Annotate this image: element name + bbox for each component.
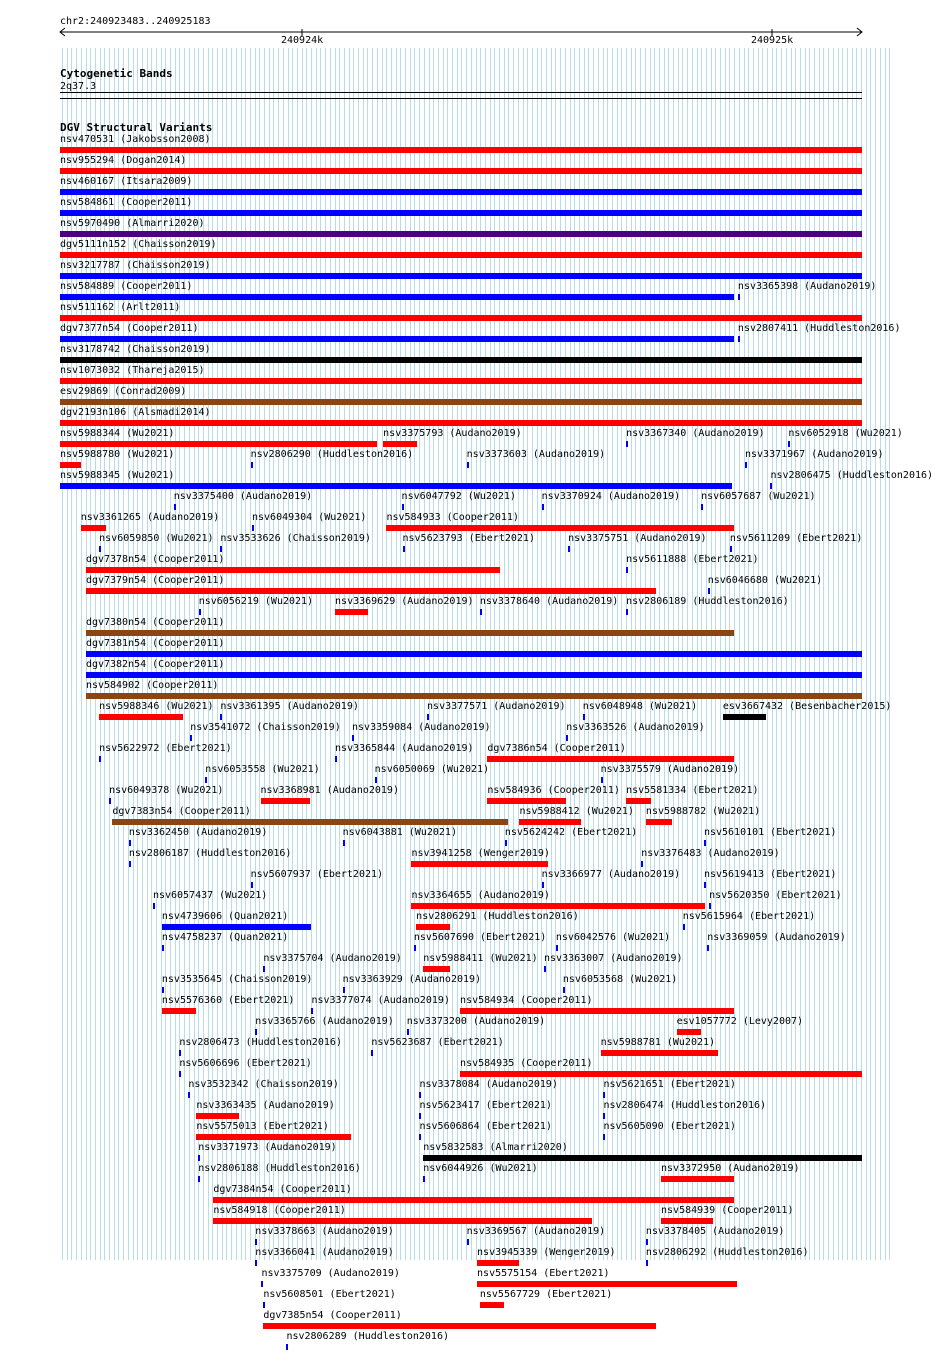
feature-label[interactable]: nsv5567729 (Ebert2021) [479, 1289, 613, 1300]
dgv-track-title: DGV Structural Variants [60, 121, 213, 134]
feature-bar[interactable] [704, 882, 706, 888]
feature-bar[interactable] [343, 840, 345, 846]
feature-label[interactable]: nsv3375793 (Audano2019) [383, 428, 522, 439]
feature-label[interactable]: nsv5611888 (Ebert2021) [626, 554, 759, 565]
feature-bar[interactable] [162, 987, 164, 993]
feature-bar[interactable] [60, 462, 81, 468]
feature-label[interactable]: nsv5606696 (Ebert2021) [179, 1058, 312, 1069]
feature-bar[interactable] [99, 756, 101, 762]
feature-label[interactable]: nsv5624242 (Ebert2021) [504, 827, 638, 838]
feature-bar[interactable] [213, 1197, 734, 1203]
feature-label[interactable]: esv1057772 (Levy2007) [676, 1016, 804, 1027]
feature-bar[interactable] [112, 819, 508, 825]
feature-bar[interactable] [60, 273, 862, 279]
feature-bar[interactable] [251, 462, 253, 468]
feature-label[interactable]: nsv2806292 (Huddleston2016) [645, 1247, 809, 1258]
feature-label[interactable]: nsv584902 (Cooper2011) [85, 680, 219, 691]
feature-label[interactable]: nsv5988346 (Wu2021) [99, 701, 214, 712]
feature-label[interactable]: nsv3535645 (Chaisson2019) [161, 974, 313, 985]
feature-label[interactable]: dgv7382n54 (Cooper2011) [85, 659, 225, 670]
feature-bar[interactable] [601, 1050, 718, 1056]
feature-bar[interactable] [542, 882, 544, 888]
feature-bar[interactable] [179, 1071, 181, 1077]
feature-bar[interactable] [198, 1176, 200, 1182]
feature-label[interactable]: nsv584889 (Cooper2011) [60, 281, 193, 292]
feature-bar[interactable] [403, 546, 405, 552]
feature-bar[interactable] [60, 231, 862, 237]
feature-bar[interactable] [556, 945, 558, 951]
feature-bar[interactable] [407, 1029, 409, 1035]
feature-bar[interactable] [467, 462, 469, 468]
feature-label[interactable]: nsv3375704 (Audano2019) [263, 953, 402, 964]
feature-label[interactable]: nsv3941258 (Wenger2019) [411, 848, 550, 859]
feature-label[interactable]: esv3667432 (Besenbacher2015) [722, 701, 892, 712]
feature-bar[interactable] [86, 672, 862, 678]
feature-label[interactable]: nsv5608501 (Ebert2021) [263, 1289, 396, 1300]
feature-bar[interactable] [505, 840, 507, 846]
feature-label[interactable]: nsv3369059 (Audano2019) [707, 932, 846, 943]
feature-label[interactable]: nsv470531 (Jakobsson2008) [60, 134, 211, 145]
feature-bar[interactable] [566, 735, 568, 741]
feature-bar[interactable] [416, 924, 449, 930]
feature-label[interactable]: nsv584918 (Cooper2011) [213, 1205, 346, 1216]
feature-label[interactable]: nsv3378405 (Audano2019) [645, 1226, 785, 1237]
feature-label[interactable]: nsv460167 (Itsara2009) [60, 176, 193, 187]
feature-label[interactable]: nsv6053568 (Wu2021) [562, 974, 678, 985]
feature-bar[interactable] [423, 1176, 425, 1182]
feature-label[interactable]: nsv3945339 (Wenger2019) [477, 1247, 616, 1258]
feature-bar[interactable] [205, 777, 207, 783]
ruler[interactable] [56, 26, 866, 46]
feature-label[interactable]: nsv6047792 (Wu2021) [401, 491, 516, 502]
feature-label[interactable]: nsv3375751 (Audano2019) [568, 533, 707, 544]
feature-label[interactable]: dgv7378n54 (Cooper2011) [85, 554, 225, 565]
feature-bar[interactable] [460, 1008, 734, 1014]
feature-bar[interactable] [263, 1302, 265, 1308]
feature-bar[interactable] [542, 504, 544, 510]
feature-bar[interactable] [213, 1218, 591, 1224]
feature-label[interactable]: nsv3365844 (Audano2019) [335, 743, 474, 754]
feature-bar[interactable] [411, 903, 704, 909]
feature-bar[interactable] [263, 1323, 656, 1329]
feature-bar[interactable] [60, 441, 377, 447]
feature-label[interactable]: nsv3217787 (Chaisson2019) [60, 260, 211, 271]
feature-bar[interactable] [641, 861, 643, 867]
feature-bar[interactable] [286, 1344, 288, 1350]
feature-bar[interactable] [86, 567, 500, 573]
feature-bar[interactable] [626, 567, 628, 573]
feature-label[interactable]: nsv3362450 (Audano2019) [128, 827, 268, 838]
feature-bar[interactable] [60, 294, 734, 300]
feature-bar[interactable] [603, 1113, 605, 1119]
feature-label[interactable]: nsv3372950 (Audano2019) [661, 1163, 800, 1174]
feature-bar[interactable] [745, 462, 747, 468]
feature-bar[interactable] [343, 987, 345, 993]
feature-bar[interactable] [99, 546, 101, 552]
feature-label[interactable]: nsv6043881 (Wu2021) [342, 827, 457, 838]
feature-bar[interactable] [423, 1155, 862, 1161]
feature-bar[interactable] [335, 609, 368, 615]
feature-bar[interactable] [311, 1008, 313, 1014]
feature-label[interactable]: nsv2806474 (Huddleston2016) [603, 1100, 767, 1111]
feature-label[interactable]: dgv7383n54 (Cooper2011) [112, 806, 251, 817]
feature-bar[interactable] [60, 483, 732, 489]
feature-bar[interactable] [60, 210, 862, 216]
feature-label[interactable]: dgv2193n106 (Alsmadi2014) [60, 407, 211, 418]
feature-bar[interactable] [162, 945, 164, 951]
feature-label[interactable]: nsv3368981 (Audano2019) [260, 785, 399, 796]
feature-label[interactable]: nsv6048948 (Wu2021) [582, 701, 698, 712]
feature-bar[interactable] [544, 966, 546, 972]
feature-bar[interactable] [709, 903, 711, 909]
feature-bar[interactable] [60, 336, 734, 342]
feature-label[interactable]: nsv4739606 (Quan2021) [161, 911, 289, 922]
feature-label[interactable]: nsv5623417 (Ebert2021) [419, 1100, 552, 1111]
feature-label[interactable]: nsv5619413 (Ebert2021) [703, 869, 837, 880]
feature-label[interactable]: nsv6044926 (Wu2021) [423, 1163, 538, 1174]
feature-bar[interactable] [60, 378, 862, 384]
feature-bar[interactable] [419, 1092, 421, 1098]
feature-label[interactable]: nsv6046680 (Wu2021) [707, 575, 823, 586]
feature-bar[interactable] [375, 777, 377, 783]
feature-bar[interactable] [738, 336, 740, 342]
feature-label[interactable]: nsv6050069 (Wu2021) [374, 764, 490, 775]
feature-bar[interactable] [352, 735, 354, 741]
feature-bar[interactable] [99, 714, 183, 720]
feature-label[interactable]: nsv584861 (Cooper2011) [60, 197, 193, 208]
feature-bar[interactable] [86, 630, 734, 636]
feature-bar[interactable] [603, 1092, 605, 1098]
feature-label[interactable]: nsv6052918 (Wu2021) [788, 428, 903, 439]
feature-bar[interactable] [730, 546, 732, 552]
feature-bar[interactable] [86, 651, 862, 657]
feature-bar[interactable] [255, 1260, 257, 1266]
feature-label[interactable]: nsv3376483 (Audano2019) [641, 848, 780, 859]
feature-label[interactable]: nsv5988411 (Wu2021) [423, 953, 538, 964]
feature-label[interactable]: nsv3363929 (Audano2019) [342, 974, 482, 985]
feature-bar[interactable] [174, 504, 176, 510]
feature-label[interactable]: nsv5832583 (Almarri2020) [423, 1142, 568, 1153]
feature-label[interactable]: nsv584936 (Cooper2011) [487, 785, 620, 796]
feature-label[interactable]: nsv3541072 (Chaisson2019) [190, 722, 341, 733]
feature-bar[interactable] [423, 966, 449, 972]
feature-label[interactable]: nsv5605090 (Ebert2021) [603, 1121, 736, 1132]
feature-bar[interactable] [60, 168, 862, 174]
feature-bar[interactable] [255, 1239, 257, 1245]
feature-bar[interactable] [383, 441, 417, 447]
feature-label[interactable]: nsv3371967 (Audano2019) [745, 449, 884, 460]
feature-bar[interactable] [86, 588, 656, 594]
feature-bar[interactable] [701, 504, 703, 510]
feature-label[interactable]: nsv5988412 (Wu2021) [519, 806, 634, 817]
feature-bar[interactable] [427, 714, 429, 720]
feature-bar[interactable] [480, 1302, 504, 1308]
feature-bar[interactable] [190, 735, 192, 741]
cytoband-line [60, 92, 862, 93]
feature-label[interactable]: nsv3367340 (Audano2019) [626, 428, 765, 439]
feature-label[interactable]: nsv2806187 (Huddleston2016) [128, 848, 292, 859]
feature-bar[interactable] [480, 609, 482, 615]
feature-bar[interactable] [188, 1092, 190, 1098]
feature-label[interactable]: nsv5621651 (Ebert2021) [603, 1079, 736, 1090]
feature-label[interactable]: dgv7381n54 (Cooper2011) [85, 638, 225, 649]
feature-bar[interactable] [153, 903, 155, 909]
feature-label[interactable]: nsv5615964 (Ebert2021) [682, 911, 816, 922]
feature-label[interactable]: nsv3365766 (Audano2019) [255, 1016, 394, 1027]
feature-bar[interactable] [60, 315, 862, 321]
feature-label[interactable]: nsv2806289 (Huddleston2016) [286, 1331, 449, 1342]
feature-bar[interactable] [196, 1113, 238, 1119]
feature-label[interactable]: nsv5970490 (Almarri2020) [60, 218, 205, 229]
feature-bar[interactable] [179, 1050, 181, 1056]
feature-bar[interactable] [583, 714, 585, 720]
feature-bar[interactable] [770, 483, 772, 489]
feature-label[interactable]: nsv3373603 (Audano2019) [466, 449, 606, 460]
cytoband-line [60, 98, 862, 99]
feature-label[interactable]: nsv3361395 (Audano2019) [220, 701, 359, 712]
feature-label[interactable]: nsv3369629 (Audano2019) [335, 596, 474, 607]
feature-bar[interactable] [60, 420, 862, 426]
feature-label[interactable]: nsv955294 (Dogan2014) [60, 155, 187, 166]
feature-label[interactable]: nsv584935 (Cooper2011) [460, 1058, 593, 1069]
feature-bar[interactable] [788, 441, 790, 447]
feature-bar[interactable] [81, 525, 106, 531]
feature-label[interactable]: nsv3361265 (Audano2019) [80, 512, 220, 523]
feature-bar[interactable] [414, 945, 416, 951]
feature-label[interactable]: nsv5988344 (Wu2021) [60, 428, 175, 439]
feature-bar[interactable] [487, 756, 734, 762]
feature-label[interactable]: nsv5610101 (Ebert2021) [703, 827, 837, 838]
feature-bar[interactable] [162, 924, 312, 930]
feature-label[interactable]: nsv3375400 (Audano2019) [173, 491, 313, 502]
feature-bar[interactable] [661, 1176, 734, 1182]
feature-label[interactable]: nsv1073032 (Thareja2015) [60, 365, 205, 376]
feature-bar[interactable] [419, 1113, 421, 1119]
feature-label[interactable]: nsv4758237 (Quan2021) [161, 932, 289, 943]
feature-label[interactable]: nsv5611209 (Ebert2021) [729, 533, 863, 544]
feature-label[interactable]: nsv3364655 (Audano2019) [411, 890, 550, 901]
feature-label[interactable]: nsv3366977 (Audano2019) [541, 869, 681, 880]
feature-bar[interactable] [563, 987, 565, 993]
feature-bar[interactable] [487, 798, 565, 804]
feature-label[interactable]: nsv2806473 (Huddleston2016) [179, 1037, 342, 1048]
feature-bar[interactable] [626, 798, 651, 804]
feature-bar[interactable] [162, 1008, 196, 1014]
feature-bar[interactable] [196, 1134, 350, 1140]
feature-bar[interactable] [252, 525, 254, 531]
feature-label[interactable]: dgv7377n54 (Cooper2011) [60, 323, 199, 334]
feature-bar[interactable] [261, 798, 310, 804]
feature-label[interactable]: nsv6057687 (Wu2021) [701, 491, 816, 502]
feature-label[interactable]: nsv5575013 (Ebert2021) [196, 1121, 329, 1132]
feature-label[interactable]: nsv3378663 (Audano2019) [255, 1226, 394, 1237]
feature-label[interactable]: dgv7386n54 (Cooper2011) [487, 743, 626, 754]
feature-bar[interactable] [704, 840, 706, 846]
feature-bar[interactable] [477, 1281, 737, 1287]
feature-label[interactable]: nsv3363435 (Audano2019) [196, 1100, 335, 1111]
feature-label[interactable]: nsv584934 (Cooper2011) [460, 995, 593, 1006]
feature-bar[interactable] [467, 1239, 469, 1245]
feature-label[interactable]: nsv6049378 (Wu2021) [109, 785, 224, 796]
feature-label[interactable]: nsv5623687 (Ebert2021) [371, 1037, 504, 1048]
feature-label[interactable]: nsv3377571 (Audano2019) [427, 701, 566, 712]
feature-bar[interactable] [255, 1029, 257, 1035]
feature-label[interactable]: nsv3371973 (Audano2019) [198, 1142, 337, 1153]
feature-bar[interactable] [198, 1155, 200, 1161]
feature-label[interactable]: nsv2806290 (Huddleston2016) [250, 449, 414, 460]
feature-label[interactable]: nsv2806291 (Huddleston2016) [416, 911, 579, 922]
feature-bar[interactable] [60, 189, 862, 195]
ruler-position: chr2:240923483..240925183 [60, 16, 211, 27]
feature-label[interactable]: nsv3359084 (Audano2019) [352, 722, 491, 733]
feature-bar[interactable] [519, 819, 581, 825]
feature-label[interactable]: nsv6059850 (Wu2021) [99, 533, 214, 544]
feature-bar[interactable] [460, 1071, 862, 1077]
feature-label[interactable]: nsv2807411 (Huddleston2016) [737, 323, 901, 334]
feature-bar[interactable] [601, 777, 603, 783]
feature-label[interactable]: nsv5988781 (Wu2021) [600, 1037, 716, 1048]
feature-bar[interactable] [626, 609, 628, 615]
feature-bar[interactable] [707, 945, 709, 951]
feature-label[interactable]: nsv3178742 (Chaisson2019) [60, 344, 211, 355]
ruler-tick-label: 240924k [281, 35, 324, 46]
feature-label[interactable]: dgv5111n152 (Chaisson2019) [60, 239, 217, 250]
feature-label[interactable]: nsv2806475 (Huddleston2016) [770, 470, 933, 481]
feature-bar[interactable] [129, 861, 131, 867]
feature-bar[interactable] [60, 147, 862, 153]
feature-bar[interactable] [251, 882, 253, 888]
feature-label[interactable]: nsv5581334 (Ebert2021) [626, 785, 759, 796]
feature-bar[interactable] [723, 714, 766, 720]
feature-bar[interactable] [568, 546, 570, 552]
feature-label[interactable]: nsv2806189 (Huddleston2016) [626, 596, 789, 607]
feature-label[interactable]: dgv7384n54 (Cooper2011) [213, 1184, 352, 1195]
feature-bar[interactable] [109, 798, 111, 804]
feature-label[interactable]: nsv3373200 (Audano2019) [406, 1016, 546, 1027]
feature-label[interactable]: nsv3363007 (Audano2019) [544, 953, 683, 964]
feature-label[interactable]: nsv5607937 (Ebert2021) [250, 869, 384, 880]
feature-bar[interactable] [60, 399, 862, 405]
feature-label[interactable]: dgv7385n54 (Cooper2011) [263, 1310, 402, 1321]
feature-bar[interactable] [60, 252, 862, 258]
feature-bar[interactable] [220, 546, 222, 552]
cytoband-label[interactable]: 2q37.3 [60, 81, 97, 92]
feature-label[interactable]: nsv3378084 (Audano2019) [419, 1079, 558, 1090]
feature-bar[interactable] [86, 693, 862, 699]
feature-label[interactable]: nsv6049304 (Wu2021) [252, 512, 367, 523]
feature-label[interactable]: nsv5623793 (Ebert2021) [402, 533, 535, 544]
feature-bar[interactable] [683, 924, 685, 930]
feature-bar[interactable] [419, 1134, 421, 1140]
feature-label[interactable]: dgv7380n54 (Cooper2011) [85, 617, 225, 628]
feature-label[interactable]: nsv5606864 (Ebert2021) [419, 1121, 552, 1132]
feature-bar[interactable] [371, 1050, 373, 1056]
feature-label[interactable]: nsv5622972 (Ebert2021) [99, 743, 232, 754]
feature-label[interactable]: nsv2806188 (Huddleston2016) [198, 1163, 361, 1174]
feature-label[interactable]: nsv6053558 (Wu2021) [205, 764, 320, 775]
feature-label[interactable]: nsv3366041 (Audano2019) [255, 1247, 394, 1258]
feature-label[interactable]: nsv5576360 (Ebert2021) [161, 995, 295, 1006]
feature-label[interactable]: nsv5988780 (Wu2021) [60, 449, 175, 460]
feature-label[interactable]: nsv6057437 (Wu2021) [152, 890, 268, 901]
feature-bar[interactable] [646, 1239, 648, 1245]
feature-label[interactable]: nsv6056219 (Wu2021) [198, 596, 314, 607]
feature-label[interactable]: nsv5607690 (Ebert2021) [413, 932, 547, 943]
feature-bar[interactable] [220, 714, 222, 720]
feature-bar[interactable] [60, 357, 862, 363]
feature-bar[interactable] [661, 1218, 713, 1224]
feature-label[interactable]: dgv7379n54 (Cooper2011) [85, 575, 225, 586]
feature-label[interactable]: esv29869 (Conrad2009) [60, 386, 187, 397]
feature-label[interactable]: nsv511162 (Arlt2011) [60, 302, 181, 313]
feature-bar[interactable] [738, 294, 740, 300]
feature-label[interactable]: nsv3363526 (Audano2019) [566, 722, 705, 733]
feature-label[interactable]: nsv3375579 (Audano2019) [600, 764, 740, 775]
feature-bar[interactable] [335, 756, 337, 762]
feature-label[interactable]: nsv3370924 (Audano2019) [541, 491, 681, 502]
ruler-tick-label: 240925k [751, 35, 794, 46]
feature-bar[interactable] [603, 1134, 605, 1140]
feature-label[interactable]: nsv3369567 (Audano2019) [466, 1226, 606, 1237]
cytoband-track-title: Cytogenetic Bands [60, 67, 173, 80]
feature-bar[interactable] [386, 525, 734, 531]
feature-label[interactable]: nsv3532342 (Chaisson2019) [188, 1079, 339, 1090]
feature-label[interactable]: nsv584933 (Cooper2011) [386, 512, 519, 523]
feature-bar[interactable] [708, 588, 710, 594]
feature-label[interactable]: nsv3533626 (Chaisson2019) [220, 533, 371, 544]
feature-label[interactable]: nsv3365398 (Audano2019) [737, 281, 877, 292]
feature-label[interactable]: nsv3375709 (Audano2019) [261, 1268, 400, 1279]
feature-bar[interactable] [677, 1029, 702, 1035]
feature-label[interactable]: nsv6042576 (Wu2021) [555, 932, 671, 943]
feature-bar[interactable] [261, 1281, 263, 1287]
feature-bar[interactable] [646, 819, 672, 825]
feature-label[interactable]: nsv5988782 (Wu2021) [645, 806, 761, 817]
feature-bar[interactable] [263, 966, 265, 972]
feature-bar[interactable] [626, 441, 628, 447]
feature-bar[interactable] [199, 609, 201, 615]
feature-label[interactable]: nsv5988345 (Wu2021) [60, 470, 175, 481]
feature-bar[interactable] [477, 1260, 519, 1266]
feature-label[interactable]: nsv5575154 (Ebert2021) [477, 1268, 610, 1279]
feature-label[interactable]: nsv5620350 (Ebert2021) [709, 890, 842, 901]
feature-bar[interactable] [402, 504, 404, 510]
feature-bar[interactable] [129, 840, 131, 846]
feature-label[interactable]: nsv584939 (Cooper2011) [661, 1205, 794, 1216]
feature-label[interactable]: nsv3378640 (Audano2019) [479, 596, 619, 607]
feature-bar[interactable] [646, 1260, 648, 1266]
feature-label[interactable]: nsv3377074 (Audano2019) [311, 995, 450, 1006]
feature-bar[interactable] [411, 861, 547, 867]
